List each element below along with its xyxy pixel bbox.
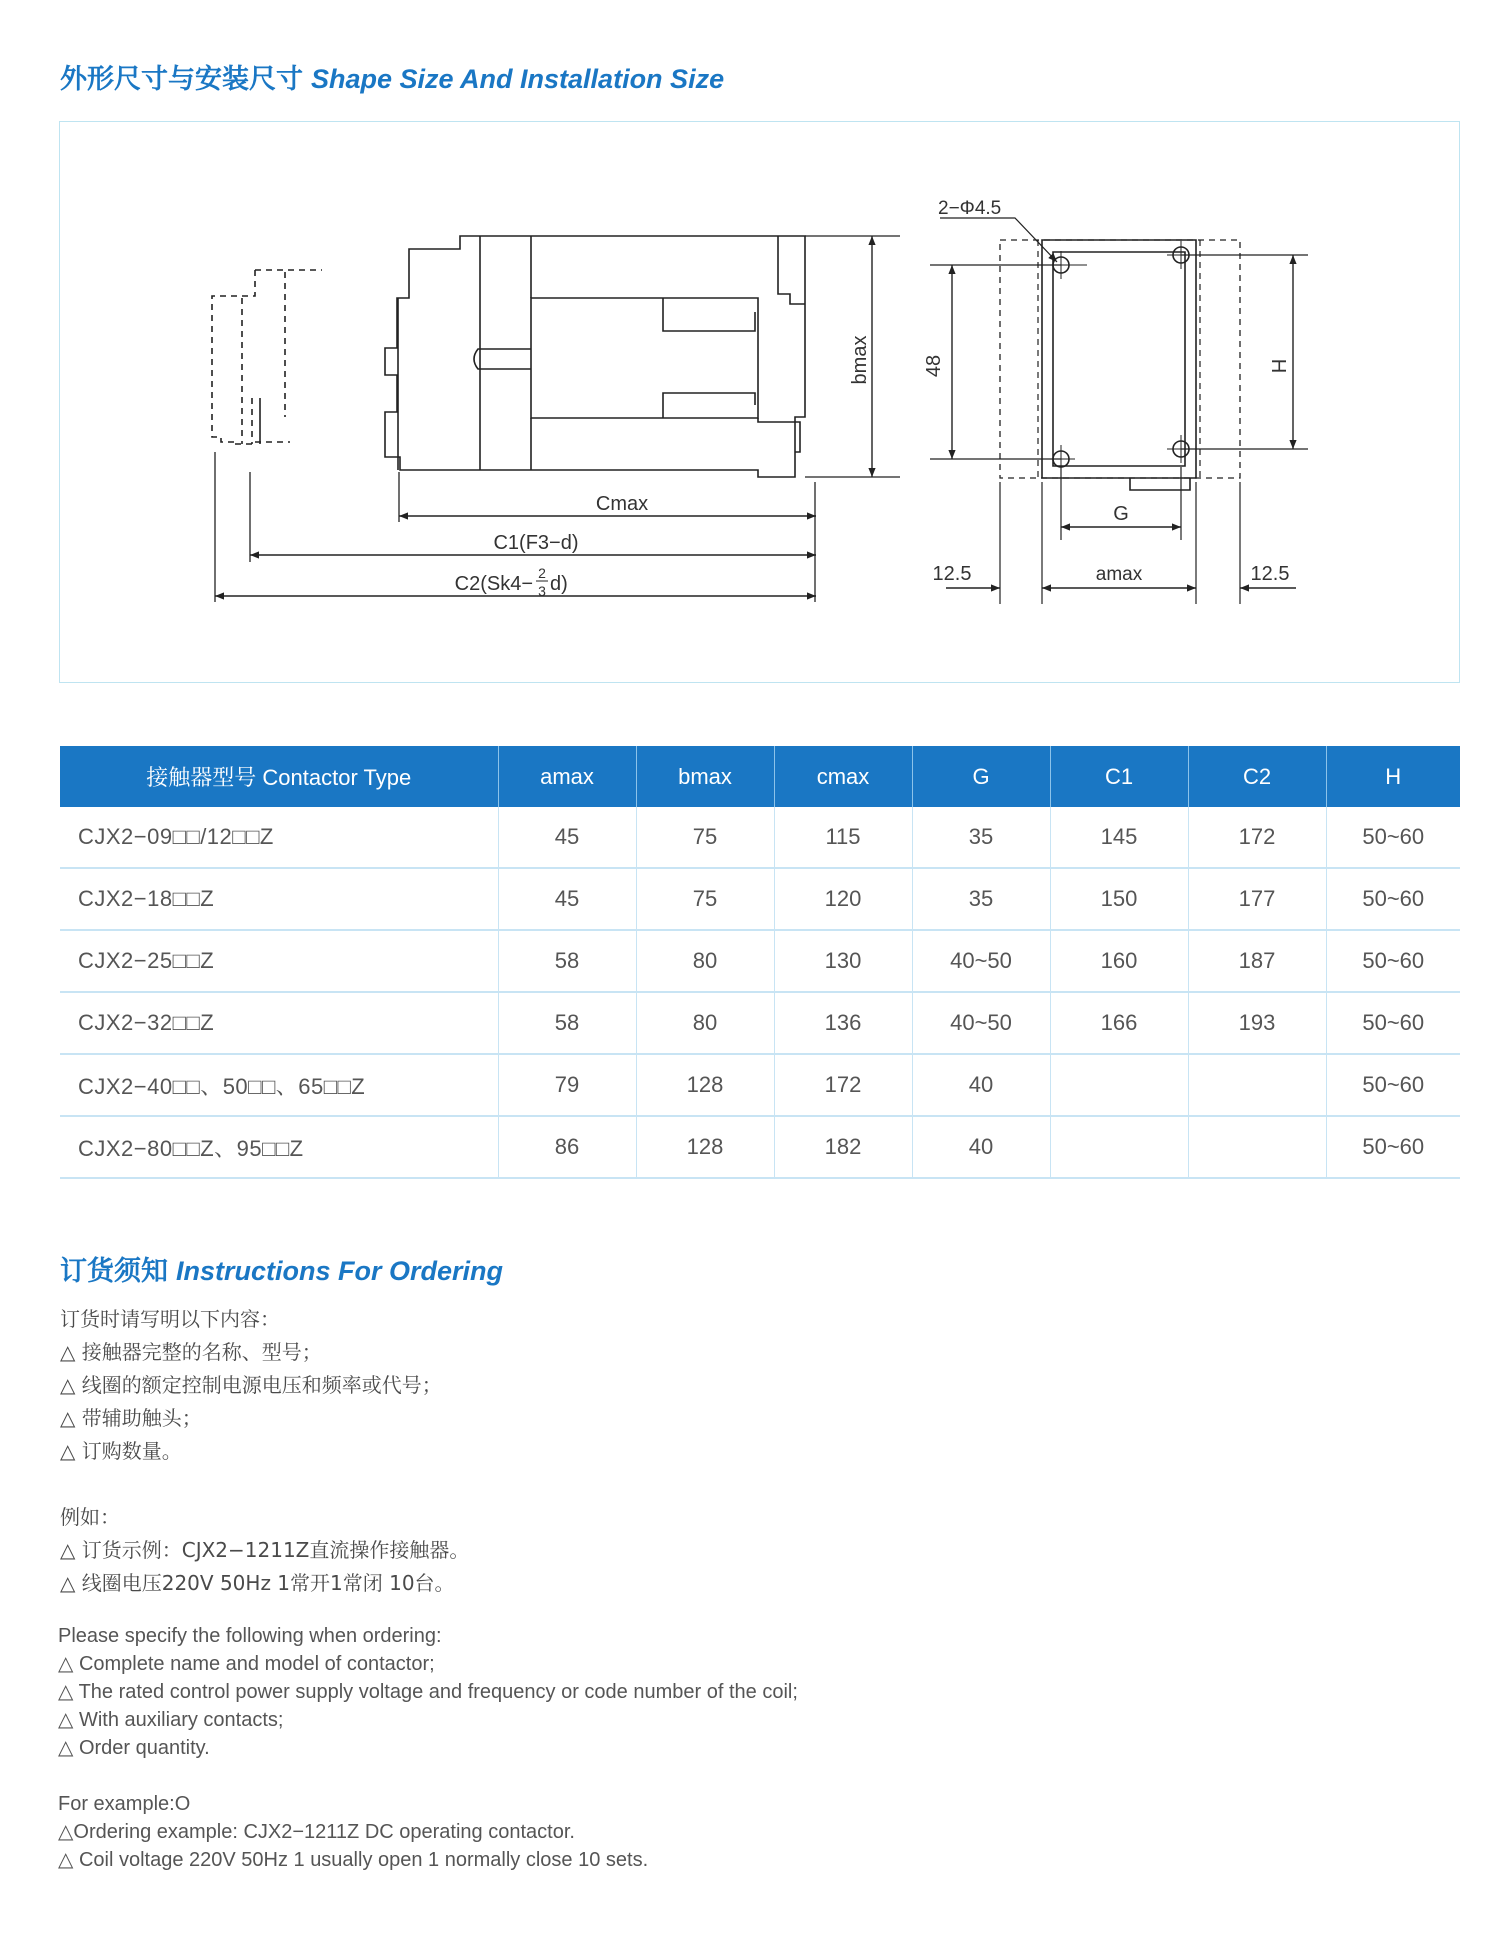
- cell-c2: 172: [1188, 807, 1326, 868]
- cell-g: 35: [912, 868, 1050, 930]
- list-item: △ 带辅助触头；: [60, 1406, 202, 1430]
- header-cmax: cmax: [774, 746, 912, 807]
- label-margin-left: 12.5: [932, 563, 972, 585]
- cell-cmax: 182: [774, 1116, 912, 1178]
- section-title-cn: 订货须知: [60, 1256, 168, 1287]
- cell-cmax: 120: [774, 868, 912, 930]
- label-hole-diameter: 2−Φ4.5: [938, 198, 1002, 219]
- cell-c1: 145: [1050, 807, 1188, 868]
- cell-h: 50~60: [1326, 992, 1460, 1054]
- front-view: [930, 218, 1308, 604]
- cell-type: CJX2−80□□Z、95□□Z: [60, 1116, 498, 1178]
- label-h: H: [1267, 358, 1289, 374]
- cell-c1: [1050, 1116, 1188, 1178]
- ordering-instructions-cn: [60, 1303, 469, 1600]
- cell-c2: [1188, 1116, 1326, 1178]
- contactor-body: [385, 236, 805, 477]
- table-row: [60, 992, 1460, 1054]
- cell-c1: 160: [1050, 930, 1188, 992]
- label-cmax: Cmax: [595, 493, 649, 515]
- cell-bmax: 75: [636, 807, 774, 868]
- list-item: △ 订购数量。: [60, 1439, 182, 1463]
- cell-h: 50~60: [1326, 930, 1460, 992]
- ordering-instructions-en: [58, 1622, 798, 1874]
- cell-c1: 150: [1050, 868, 1188, 930]
- label-bmax: bmax: [849, 335, 871, 385]
- cell-g: 35: [912, 807, 1050, 868]
- cell-g: 40: [912, 1054, 1050, 1116]
- list-item: △ The rated control power supply voltage and frequency or code number of the coil;: [58, 1681, 798, 1703]
- label-margin-right: 12.5: [1250, 563, 1290, 585]
- header-bmax: bmax: [636, 746, 774, 807]
- list-item: △Ordering example: CJX2−1211Z DC operating contactor.: [58, 1821, 575, 1843]
- cell-bmax: 80: [636, 930, 774, 992]
- table-row: [60, 868, 1460, 930]
- section-title-ordering: [60, 1254, 503, 1289]
- list-item: △ 线圈电压220V 50Hz 1常开1常闭 10台。: [60, 1571, 455, 1595]
- cell-amax: 79: [498, 1054, 636, 1116]
- cell-g: 40~50: [912, 992, 1050, 1054]
- table-header-row: [60, 746, 1460, 807]
- table-row: [60, 807, 1460, 868]
- section-title-shape-size: [60, 62, 724, 97]
- cell-g: 40: [912, 1116, 1050, 1178]
- cell-amax: 45: [498, 868, 636, 930]
- table-row: [60, 930, 1460, 992]
- list-item: △ Order quantity.: [58, 1737, 210, 1759]
- ordering-intro-en: Please specify the following when ordering:: [58, 1625, 442, 1647]
- label-amax: amax: [1095, 564, 1143, 585]
- cell-type: CJX2−25□□Z: [60, 930, 498, 992]
- cell-amax: 45: [498, 807, 636, 868]
- cell-amax: 58: [498, 930, 636, 992]
- example-label-cn: 例如：: [60, 1505, 120, 1529]
- example-label-en: For example:O: [58, 1793, 191, 1815]
- cell-h: 50~60: [1326, 868, 1460, 930]
- cell-c2: 177: [1188, 868, 1326, 930]
- header-h: H: [1326, 746, 1460, 807]
- cell-amax: 58: [498, 992, 636, 1054]
- cell-c1: [1050, 1054, 1188, 1116]
- cell-bmax: 128: [636, 1054, 774, 1116]
- cell-h: 50~60: [1326, 1116, 1460, 1178]
- cell-type: CJX2−40□□、50□□、65□□Z: [60, 1054, 498, 1116]
- cell-type: CJX2−18□□Z: [60, 868, 498, 930]
- section-title-en: Instructions For Ordering: [176, 1256, 504, 1286]
- list-item: △ 接触器完整的名称、型号；: [60, 1340, 322, 1364]
- section-title-cn: 外形尺寸与安装尺寸: [60, 64, 303, 95]
- cell-h: 50~60: [1326, 1054, 1460, 1116]
- label-c2-denominator: 3: [538, 583, 546, 599]
- header-g: G: [912, 746, 1050, 807]
- cell-c1: 166: [1050, 992, 1188, 1054]
- cell-c2: 187: [1188, 930, 1326, 992]
- label-c2-numerator: 2: [538, 565, 546, 581]
- cell-type: CJX2−09□□/12□□Z: [60, 807, 498, 868]
- cell-cmax: 115: [774, 807, 912, 868]
- cell-type: CJX2−32□□Z: [60, 992, 498, 1054]
- list-item: △ With auxiliary contacts;: [58, 1709, 284, 1731]
- header-contactor-type: 接触器型号 Contactor Type: [60, 746, 498, 807]
- table-row: [60, 1054, 1460, 1116]
- cell-amax: 86: [498, 1116, 636, 1178]
- label-c2-suffix: d): [550, 573, 568, 595]
- cell-bmax: 128: [636, 1116, 774, 1178]
- cell-cmax: 136: [774, 992, 912, 1054]
- cell-bmax: 75: [636, 868, 774, 930]
- cell-c2: 193: [1188, 992, 1326, 1054]
- label-c2-prefix: C2(Sk4−: [454, 573, 533, 595]
- list-item: △ 线圈的额定控制电源电压和频率或代号；: [60, 1373, 442, 1397]
- cell-cmax: 172: [774, 1054, 912, 1116]
- label-c2: [455, 565, 568, 599]
- label-g: G: [1113, 503, 1129, 525]
- rail-dashed: [212, 270, 255, 444]
- header-c1: C1: [1050, 746, 1188, 807]
- header-c2: C2: [1188, 746, 1326, 807]
- label-48: 48: [923, 354, 945, 378]
- cell-c2: [1188, 1054, 1326, 1116]
- dimension-drawing: [59, 121, 1460, 683]
- dimension-drawing-svg: [60, 122, 1461, 684]
- label-c1: C1(F3−d): [493, 532, 579, 554]
- section-title-en: Shape Size And Installation Size: [311, 64, 725, 94]
- ordering-intro-cn: 订货时请写明以下内容：: [60, 1307, 280, 1331]
- list-item: △ Complete name and model of contactor;: [58, 1653, 435, 1675]
- table-row: [60, 1116, 1460, 1178]
- cell-h: 50~60: [1326, 807, 1460, 868]
- header-amax: amax: [498, 746, 636, 807]
- cell-cmax: 130: [774, 930, 912, 992]
- cell-g: 40~50: [912, 930, 1050, 992]
- cell-bmax: 80: [636, 992, 774, 1054]
- contactor-dimension-table: [60, 746, 1460, 1179]
- list-item: △ Coil voltage 220V 50Hz 1 usually open 1 normally close 10 sets.: [58, 1849, 649, 1871]
- list-item: △ 订货示例：CJX2−1211Z直流操作接触器。: [60, 1538, 470, 1562]
